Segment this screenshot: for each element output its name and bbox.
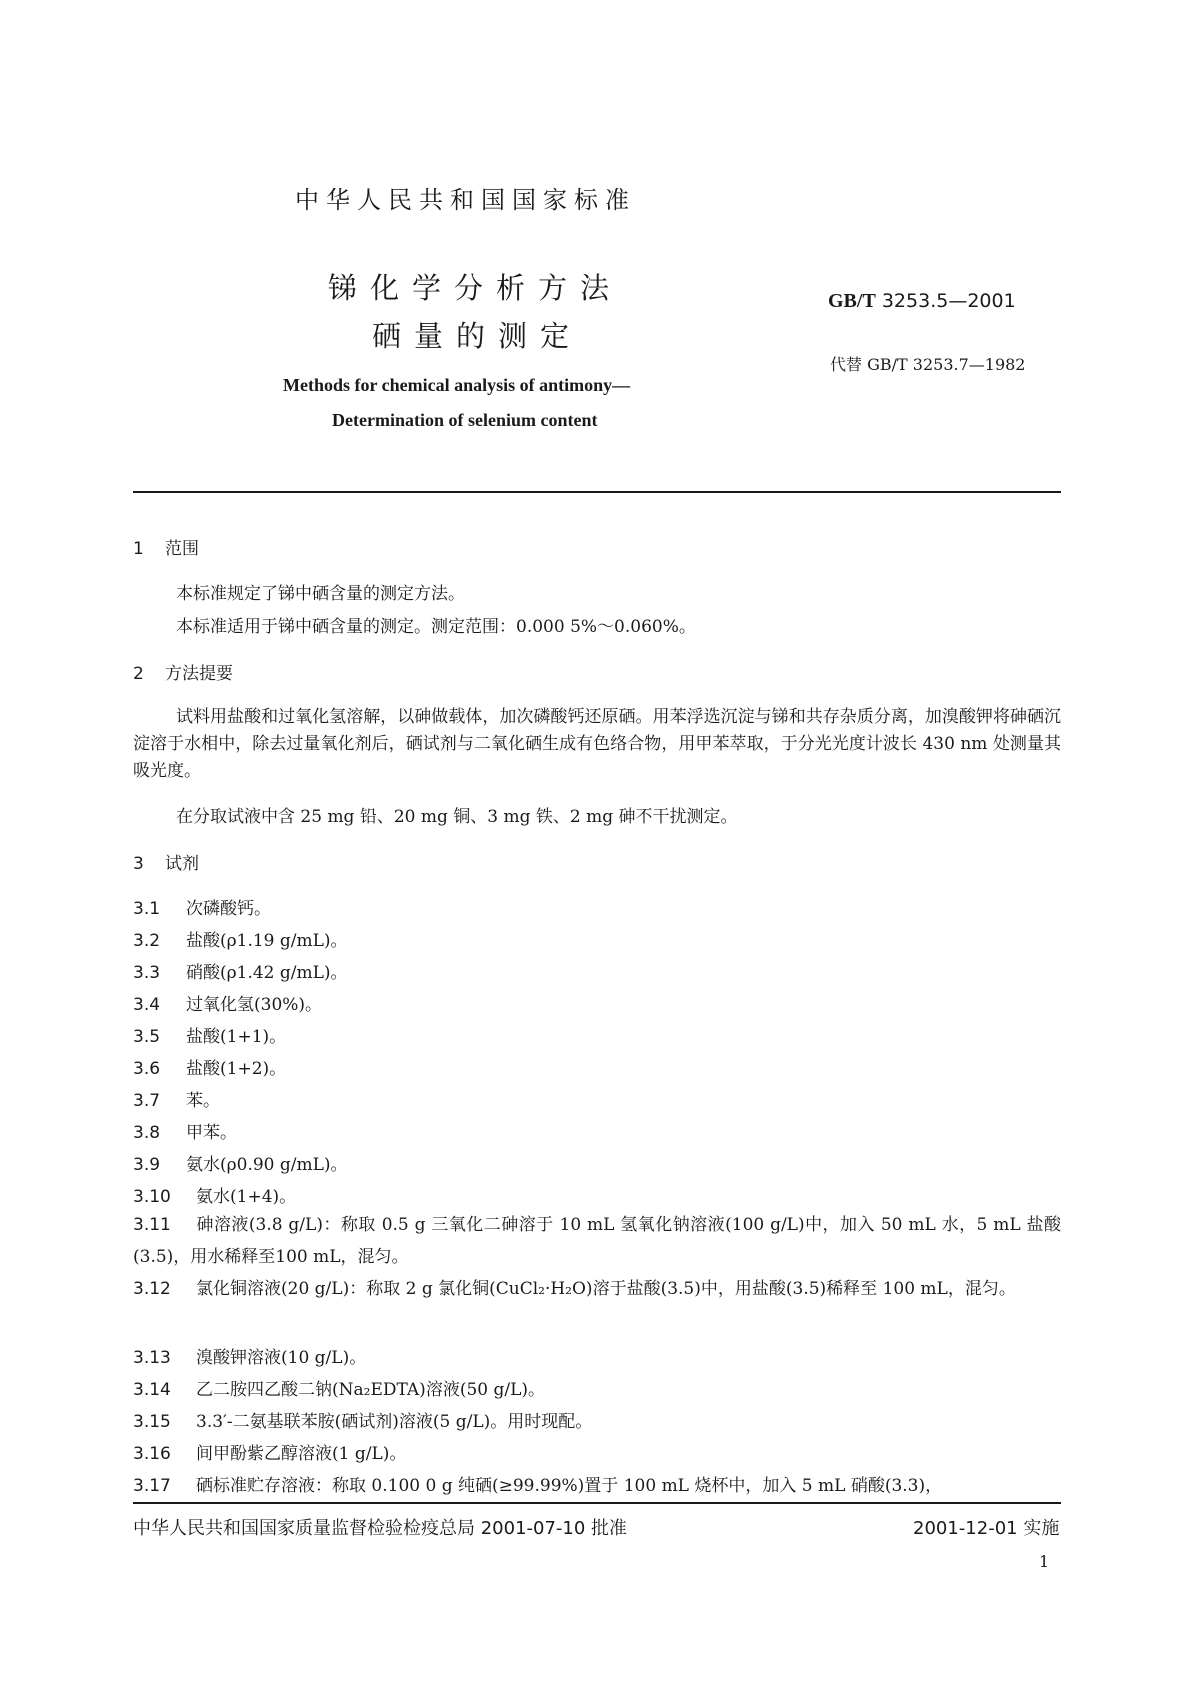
reagent-item: 3.4 过氧化氢(30%)。	[133, 995, 323, 1015]
header-divider	[133, 491, 1061, 493]
section-title: 试剂	[165, 854, 199, 874]
reagent-item: 3.6 盐酸(1+2)。	[133, 1059, 287, 1079]
reagent-item: 3.15 3.3′-二氨基联苯胺(硒试剂)溶液(5 g/L)。用时现配。	[133, 1412, 593, 1432]
section-number: 3	[133, 854, 144, 874]
reagent-item: 3.8 甲苯。	[133, 1123, 237, 1143]
section-2-heading	[133, 659, 233, 684]
section-1-paragraph-1: 本标准规定了锑中硒含量的测定方法。	[176, 584, 465, 604]
reagent-item: 3.13 溴酸钾溶液(10 g/L)。	[133, 1348, 367, 1368]
implementation-date: 2001-12-01 实施	[913, 1518, 1060, 1539]
reagent-item: 3.2 盐酸(ρ1.19 g/mL)。	[133, 931, 348, 951]
reagent-item: 3.5 盐酸(1+1)。	[133, 1027, 287, 1047]
reagent-item: 3.7 苯。	[133, 1091, 220, 1111]
page-number: 1	[1039, 1552, 1050, 1571]
standard-number	[828, 290, 1016, 313]
issuing-body-title: 中华人民共和国国家标准	[295, 186, 636, 214]
reagent-item: 3.1 次磷酸钙。	[133, 899, 271, 919]
section-2-paragraph-1: 试料用盐酸和过氧化氢溶解，以砷做载体，加次磷酸钙还原硒。用苯浮选沉淀与锑和共存杂质分离，加溴酸钾将砷硒沉淀溶于水相中，除去过量氧化剂后，硒试剂与二氧化硒生成有色络合物，用甲苯萃取，于分光光度计波长 430 nm 处测量其吸光度。	[133, 707, 1061, 781]
section-1-heading	[133, 534, 199, 559]
reagent-item: 3.9 氨水(ρ0.90 g/mL)。	[133, 1155, 348, 1175]
english-title-line2: Determination of selenium content	[332, 410, 598, 430]
issuer-approval: 中华人民共和国国家质量监督检验检疫总局 2001-07-10 批准	[133, 1518, 628, 1539]
section-2-paragraph-2: 在分取试液中含 25 mg 铅、20 mg 铜、3 mg 铁、2 mg 砷不干扰测定。	[176, 807, 738, 827]
standard-number-prefix: GB/T	[828, 290, 876, 312]
reagent-item: 3.17 硒标准贮存溶液：称取 0.100 0 g 纯硒(≥99.99%)置于 100 mL 烧杯中，加入 5 mL 硝酸(3.3)，	[133, 1476, 943, 1496]
section-number: 2	[133, 664, 144, 684]
document-title-line1: 锑化学分析方法	[328, 271, 623, 305]
standard-number-value: 3253.5—2001	[875, 290, 1016, 312]
reagent-item: 3.10 氨水(1+4)。	[133, 1187, 297, 1207]
section-number: 1	[133, 539, 144, 559]
english-title-line1: Methods for chemical analysis of antimony—	[283, 375, 631, 395]
section-title: 方法提要	[165, 664, 233, 684]
reagent-item-long: 3.11 砷溶液(3.8 g/L)：称取 0.5 g 三氧化二砷溶于 10 mL 氢氧化钠溶液(100 g/L)中，加入 50 mL 水，5 mL 盐酸(3.5)，用水稀释至100 mL，混匀。	[133, 1215, 1061, 1267]
section-3-heading	[133, 849, 199, 874]
reagent-item-long: 3.12 氯化铜溶液(20 g/L)：称取 2 g 氯化铜(CuCl₂·H₂O)溶于盐酸(3.5)中，用盐酸(3.5)稀释至 100 mL，混匀。	[133, 1279, 1016, 1299]
reagent-item: 3.14 乙二胺四乙酸二钠(Na₂EDTA)溶液(50 g/L)。	[133, 1380, 546, 1400]
document-title-line2: 硒量的测定	[372, 319, 583, 353]
section-title: 范围	[165, 539, 199, 559]
footer-divider	[133, 1502, 1061, 1504]
replaces-note: 代替 GB/T 3253.7—1982	[830, 355, 1026, 374]
reagent-item: 3.3 硝酸(ρ1.42 g/mL)。	[133, 963, 348, 983]
section-1-paragraph-2: 本标准适用于锑中硒含量的测定。测定范围：0.000 5%～0.060%。	[176, 617, 696, 637]
reagent-item: 3.16 间甲酚紫乙醇溶液(1 g/L)。	[133, 1444, 407, 1464]
